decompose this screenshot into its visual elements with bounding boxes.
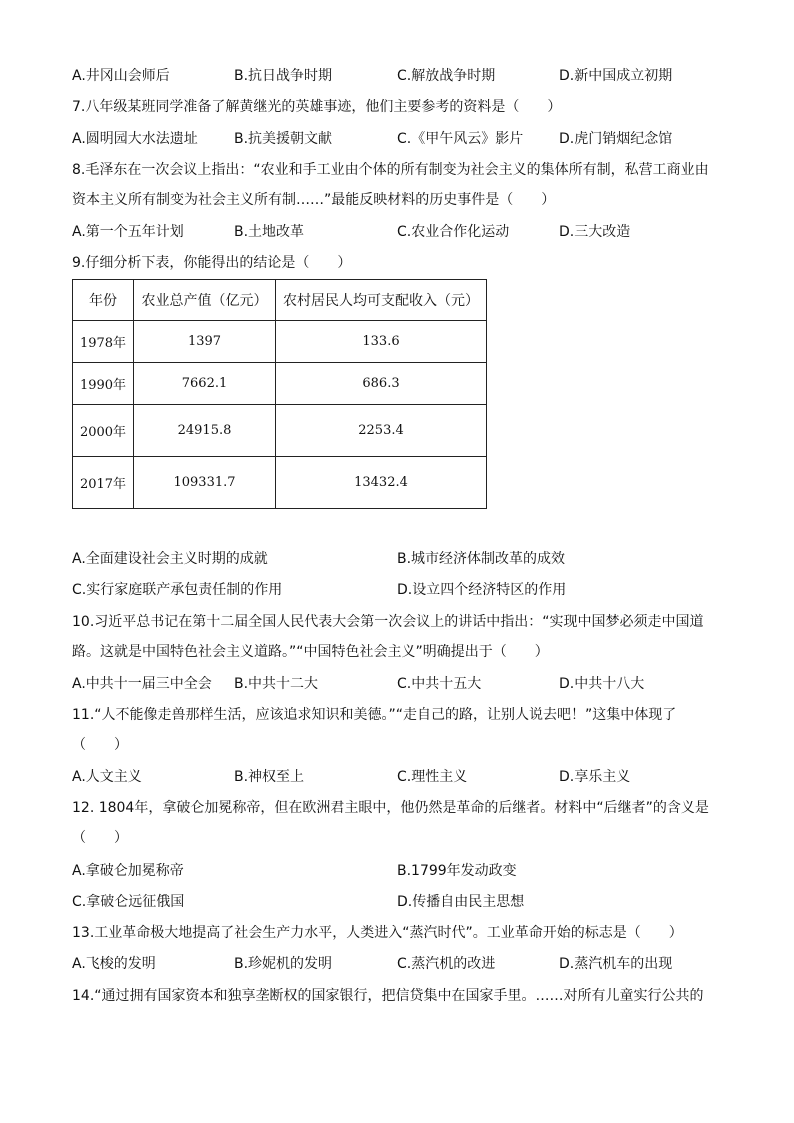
q6-option-c[interactable]: C.解放战争时期: [397, 68, 496, 84]
table-header-row: [73, 280, 487, 321]
table-row: [73, 457, 487, 509]
table-cell-agri-output: 24915.8: [134, 405, 276, 457]
q14-stem-line1: 14.“通过拥有国家资本和独享垄断权的国家银行，把信贷集中在国家手里。……对所有儿童实行公共的: [72, 988, 704, 1004]
q7-option-b[interactable]: B.抗美援朝文献: [234, 131, 333, 147]
q8-option-b[interactable]: B.土地改革: [234, 224, 305, 240]
q8-stem-line2: 资本主义所有制变为社会主义所有制……”最能反映材料的历史事件是（ ）: [72, 192, 556, 208]
q9-option-d[interactable]: D.设立四个经济特区的作用: [397, 582, 567, 598]
table-row: [73, 405, 487, 457]
q10-stem-line2: 路。这就是中国特色社会主义道路。”“中国特色社会主义”明确提出于（ ）: [72, 644, 549, 660]
q6-option-a[interactable]: A.井冈山会师后: [72, 68, 170, 84]
q11-option-d[interactable]: D.享乐主义: [559, 769, 631, 785]
q11-option-c[interactable]: C.理性主义: [397, 769, 468, 785]
table-cell-year: 2017年: [73, 457, 134, 509]
q11-option-b[interactable]: B.神权至上: [234, 769, 305, 785]
q11-stem-line1: 11.“人不能像走兽那样生活，应该追求知识和美德。”“走自己的路，让别人说去吧！”这集中体现了: [72, 707, 677, 723]
q8-option-a[interactable]: A.第一个五年计划: [72, 224, 184, 240]
q11-options: [72, 767, 732, 787]
table-header-rural-income: 农村居民人均可支配收入（元）: [276, 280, 487, 321]
q7-option-c[interactable]: C.《甲午风云》影片: [397, 131, 524, 147]
table-cell-rural-income-value: 2253.4: [358, 423, 404, 438]
q9-option-a[interactable]: A.全面建设社会主义时期的成就: [72, 551, 268, 567]
q8-option-d[interactable]: D.三大改造: [559, 224, 631, 240]
table-cell-rural-income: 686.3: [276, 363, 487, 405]
q10-stem-line1: 10.习近平总书记在第十二届全国人民代表大会第一次会议上的讲话中指出：“实现中国梦必须走中国道: [72, 614, 704, 630]
q12-stem-line2: （ ）: [72, 830, 128, 846]
q12-option-a[interactable]: A.拿破仑加冕称帝: [72, 863, 184, 879]
q10-option-d[interactable]: D.中共十八大: [559, 676, 645, 692]
table-cell-year: 2000年: [73, 405, 134, 457]
q9-option-c[interactable]: C.实行家庭联产承包责任制的作用: [72, 582, 283, 598]
table-cell-agri-output: 109331.7: [134, 457, 276, 509]
table-header-year: 年份: [73, 280, 134, 321]
q13-options: [72, 954, 732, 974]
table-cell-year: 1978年: [73, 321, 134, 363]
q13-option-c[interactable]: C.蒸汽机的改进: [397, 956, 496, 972]
q13-option-a[interactable]: A.飞梭的发明: [72, 956, 156, 972]
q9-stem: 9.仔细分析下表，你能得出的结论是（ ）: [72, 255, 352, 271]
q12-stem-line1: 12. 1804年，拿破仑加冕称帝，但在欧洲君主眼中，他仍然是革命的后继者。材料中“后继者”的含义是: [72, 800, 709, 816]
q10-options: [72, 674, 732, 694]
q12-option-b[interactable]: B.1799年发动政变: [397, 863, 517, 879]
q8-stem-line1: 8.毛泽东在一次会议上指出：“农业和手工业由个体的所有制变为社会主义的集体所有制，私营工商业由: [72, 162, 709, 178]
q12-option-c[interactable]: C.拿破仑远征俄国: [72, 894, 185, 910]
q8-option-c[interactable]: C.农业合作化运动: [397, 224, 510, 240]
table-cell-rural-income: [276, 457, 487, 509]
q6-option-b[interactable]: B.抗日战争时期: [234, 68, 333, 84]
q10-option-a[interactable]: A.中共十一届三中全会: [72, 676, 212, 692]
q13-option-b[interactable]: B.珍妮机的发明: [234, 956, 333, 972]
table-cell-rural-income-value: 13432.4: [354, 475, 408, 490]
table-cell-agri-output: 7662.1: [134, 363, 276, 405]
q12-options-row2: [72, 892, 732, 912]
q9-option-b[interactable]: B.城市经济体制改革的成效: [397, 551, 566, 567]
q7-option-d[interactable]: D.虎门销烟纪念馆: [559, 131, 673, 147]
q7-option-a[interactable]: A.圆明园大水法遗址: [72, 131, 198, 147]
table-cell-rural-income: 133.6: [276, 321, 487, 363]
q10-option-b[interactable]: B.中共十二大: [234, 676, 319, 692]
q10-option-c[interactable]: C.中共十五大: [397, 676, 482, 692]
q13-option-d[interactable]: D.蒸汽机车的出现: [559, 956, 673, 972]
q7-stem: 7.八年级某班同学准备了解黄继光的英雄事迹，他们主要参考的资料是（ ）: [72, 99, 562, 115]
q9-options-row2: [72, 580, 732, 600]
q12-option-d[interactable]: D.传播自由民主思想: [397, 894, 525, 910]
table-cell-agri-output: 1397: [134, 321, 276, 363]
q11-option-a[interactable]: A.人文主义: [72, 769, 142, 785]
q6-options: [72, 66, 732, 86]
table-header-agri-output: 农业总产值（亿元）: [134, 280, 276, 321]
table-row: [73, 363, 487, 405]
q11-stem-line2: （ ）: [72, 737, 128, 753]
q12-options-row1: [72, 861, 732, 881]
q13-stem: 13.工业革命极大地提高了社会生产力水平，人类进入“蒸汽时代”。工业革命开始的标志是（ ）: [72, 925, 683, 941]
table-cell-rural-income: [276, 405, 487, 457]
q9-options-row1: [72, 549, 732, 569]
q7-options: [72, 129, 732, 149]
table-row: [73, 321, 487, 363]
q6-option-d[interactable]: D.新中国成立初期: [559, 68, 673, 84]
q8-options: [72, 222, 732, 242]
q9-data-table: [72, 279, 487, 509]
table-cell-year: 1990年: [73, 363, 134, 405]
